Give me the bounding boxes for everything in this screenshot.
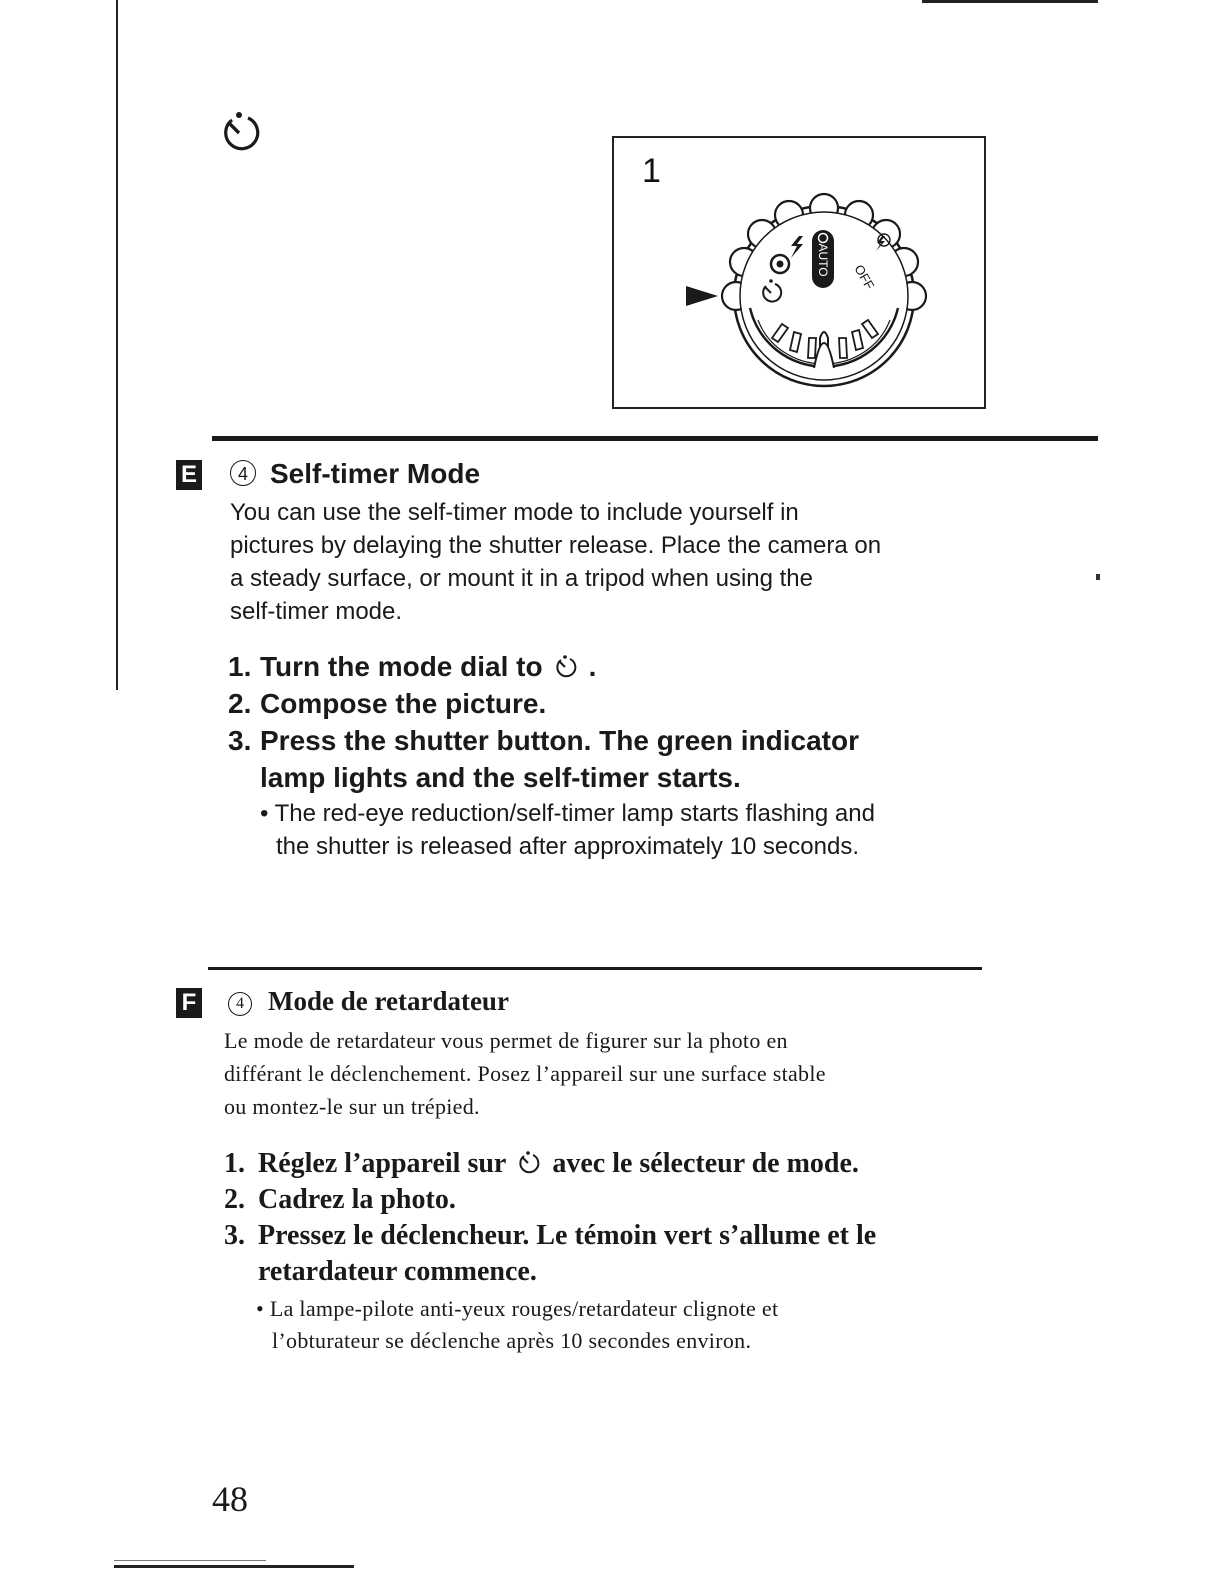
english-intro <box>230 496 1020 628</box>
bottom-rule <box>114 1565 354 1568</box>
step-text: lamp lights and the self-timer starts. <box>260 762 741 793</box>
language-badge-french: F <box>176 988 202 1018</box>
english-step-2 <box>228 685 1048 722</box>
left-margin-rule <box>116 0 118 690</box>
french-intro-line: ou montez-le sur un trépied. <box>224 1094 480 1119</box>
top-rule <box>922 0 1098 3</box>
bullet: • <box>260 800 269 827</box>
self-timer-icon <box>516 1150 542 1176</box>
step-number: 3. <box>228 725 252 756</box>
french-intro-line: Le mode de retardateur vous permet de figurer sur la photo en <box>224 1028 788 1053</box>
page-number: 48 <box>212 1479 248 1519</box>
french-intro-line: différant le déclenchement. Posez l’appareil sur une surface stable <box>224 1061 826 1086</box>
english-step-3 <box>228 722 1048 796</box>
step-text: Turn the mode dial to <box>260 651 543 682</box>
step-text: Pressez le déclencheur. Le témoin vert s’allume et le <box>258 1220 877 1251</box>
step-text: Press the shutter button. The green indicator <box>260 725 859 756</box>
step-number: 1. <box>224 1148 245 1179</box>
mode-dial-figure <box>612 136 986 409</box>
step-text: Compose the picture. <box>260 688 547 719</box>
circled-step-number: 4 <box>230 460 256 486</box>
note-text: l’obturateur se déclenche après 10 secondes environ. <box>272 1328 752 1353</box>
english-intro-line: pictures by delaying the shutter release. Place the camera on <box>230 532 882 559</box>
step-text: Cadrez la photo. <box>258 1184 456 1215</box>
english-intro-line: self-timer mode. <box>230 598 403 625</box>
step-text: Réglez l’appareil sur <box>258 1148 507 1179</box>
self-timer-icon <box>553 654 579 680</box>
bullet: • <box>256 1296 265 1321</box>
mode-dial-illustration <box>674 168 984 403</box>
language-badge-english: E <box>176 460 202 490</box>
step-number: 2. <box>224 1184 245 1215</box>
step-number: 2. <box>228 688 252 719</box>
page-speck <box>1096 574 1100 580</box>
step-number: 3. <box>224 1220 245 1251</box>
french-steps <box>224 1146 1024 1290</box>
step-text: retardateur commence. <box>258 1256 537 1287</box>
dial-label-off: OFF <box>851 262 878 293</box>
french-section-title <box>228 986 509 1017</box>
circled-step-number: 4 <box>228 992 252 1016</box>
step-number: 1. <box>228 651 252 682</box>
english-intro-line: a steady surface, or mount it in a tripod when using the <box>230 565 813 592</box>
english-note <box>260 797 1020 863</box>
pointer-arrow-icon <box>686 286 718 306</box>
french-note <box>256 1293 1016 1357</box>
english-title-text: Self-timer Mode <box>270 458 481 489</box>
self-timer-icon <box>218 110 264 156</box>
note-text: La lampe-pilote anti-yeux rouges/retardateur clignote et <box>269 1296 779 1321</box>
figure-number: 1 <box>642 152 661 190</box>
section-rule-french <box>208 967 982 970</box>
step-text-end: avec le sélecteur de mode. <box>552 1148 859 1179</box>
french-title-text: Mode de retardateur <box>268 986 509 1016</box>
english-intro-line: You can use the self-timer mode to include yourself in <box>230 499 799 526</box>
french-step-3 <box>224 1218 1024 1290</box>
french-intro <box>224 1024 984 1123</box>
english-steps <box>228 648 1048 796</box>
note-text: The red-eye reduction/self-timer lamp starts flashing and <box>274 800 875 827</box>
french-step-2 <box>224 1182 1024 1218</box>
step-text-end: . <box>588 651 597 682</box>
bottom-rule-thin <box>114 1560 266 1561</box>
note-text: the shutter is released after approximately 10 seconds. <box>276 833 859 860</box>
french-step-1 <box>224 1146 1024 1182</box>
section-rule-english <box>212 436 1098 441</box>
english-section-title <box>230 458 480 490</box>
dial-label-auto: AUTO <box>816 243 830 277</box>
english-step-1 <box>228 648 1048 685</box>
